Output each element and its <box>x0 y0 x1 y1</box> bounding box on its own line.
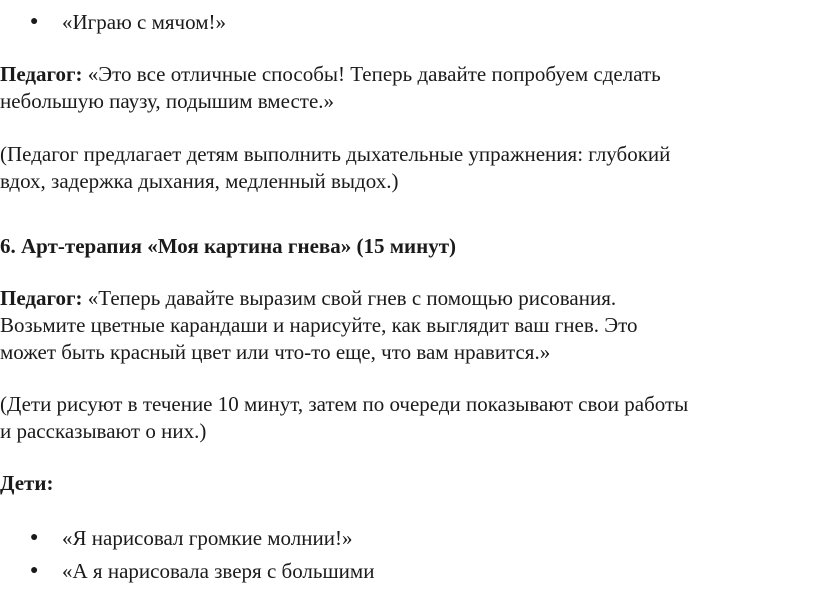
paragraph-line: может быть красный цвет или что-то еще, что вам нравится.» <box>0 340 551 364</box>
children-label <box>0 470 53 496</box>
bullet-text: «Играю с мячом!» <box>62 10 227 34</box>
section-heading-text: 6. Арт-терапия «Моя картина гнева» (15 минут) <box>0 234 457 258</box>
bullet-text: «А я нарисовала зверя с большими <box>62 559 375 583</box>
paragraph-line: небольшую паузу, подышим вместе.» <box>0 89 335 113</box>
paragraph-line: вдох, задержка дыхания, медленный выдох.) <box>0 169 399 193</box>
section-heading <box>0 233 456 259</box>
bullet-dot: ● <box>30 563 39 578</box>
paragraph-text: «Это все отличные способы! Теперь давайте попробуем сделать <box>87 62 661 86</box>
paragraph-line: (Дети рисуют в течение 10 минут, затем по очереди показывают свои работы <box>0 392 689 416</box>
speaker-label: Педагог: <box>0 286 83 310</box>
bullet-dot: ● <box>30 530 39 545</box>
children-label-text: Дети: <box>0 471 54 495</box>
bullet-text: «Я нарисовал громкие молнии!» <box>62 526 353 550</box>
paragraph-text: «Теперь давайте выразим свой гнев с помощью рисования. <box>87 286 617 310</box>
paragraph-line: (Педагог предлагает детям выполнить дыхательные упражнения: глубокий <box>0 142 671 166</box>
bullet-dot: ● <box>30 14 39 29</box>
paragraph-line: и рассказывают о них.) <box>0 419 207 443</box>
paragraph-line: Возьмите цветные карандаши и нарисуйте, как выглядит ваш гнев. Это <box>0 313 638 337</box>
speaker-label: Педагог: <box>0 62 83 86</box>
paragraph-line <box>0 285 616 311</box>
paragraph-line <box>0 61 661 87</box>
